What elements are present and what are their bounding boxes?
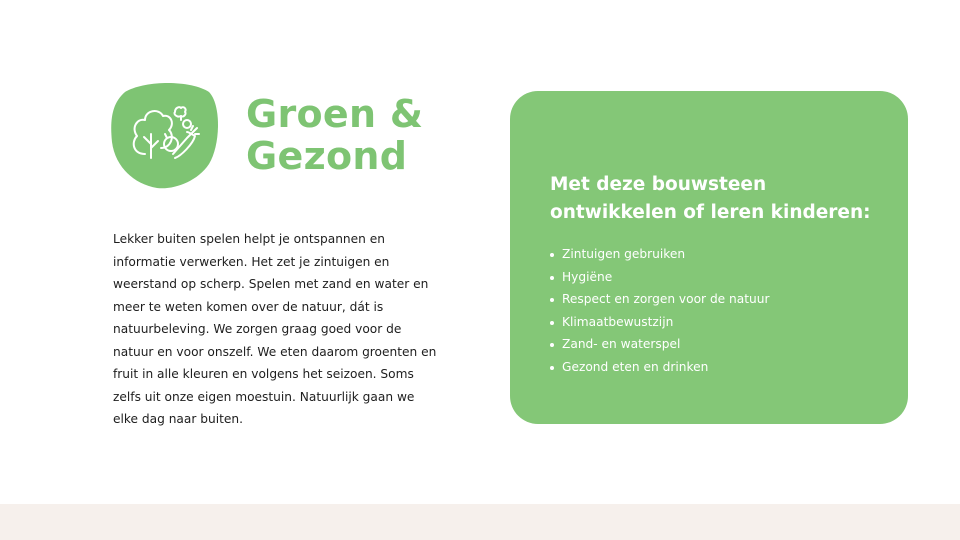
page-title-line-2: Gezond	[246, 134, 408, 178]
intro-paragraph: Lekker buiten spelen helpt je ontspannen en informatie verwerken. Het zet je zintuigen en weerstand op scherp. Spelen met zand en water en meer te weten komen over de natuur, dát is natuurbeleving. We zorgen graag goed voor de natuur en voor onszelf. We eten daarom groenten en fruit in alle kleuren en volgens het seizoen. Soms zelfs uit onze eigen moestuin. Natuurlijk gaan we elke dag naar buiten.	[113, 232, 437, 426]
list-item: Respect en zorgen voor de natuur	[550, 288, 769, 311]
learning-goals-list	[550, 243, 769, 378]
learning-goals-card	[510, 91, 908, 424]
card-heading-line-2: ontwikkelen of leren kinderen:	[550, 202, 871, 223]
tree-and-vegetables-icon	[111, 82, 219, 189]
list-item: Zand- en waterspel	[550, 333, 769, 356]
list-item: Zintuigen gebruiken	[550, 243, 769, 266]
page-title-line-1: Groen &	[246, 92, 424, 136]
footer-band	[0, 504, 960, 540]
list-item: Gezond eten en drinken	[550, 356, 769, 379]
card-heading-line-1: Met deze bouwsteen	[550, 174, 767, 195]
list-item: Hygiëne	[550, 266, 769, 289]
card-heading	[550, 171, 900, 227]
list-item: Klimaatbewustzijn	[550, 311, 769, 334]
page-title	[246, 93, 423, 177]
